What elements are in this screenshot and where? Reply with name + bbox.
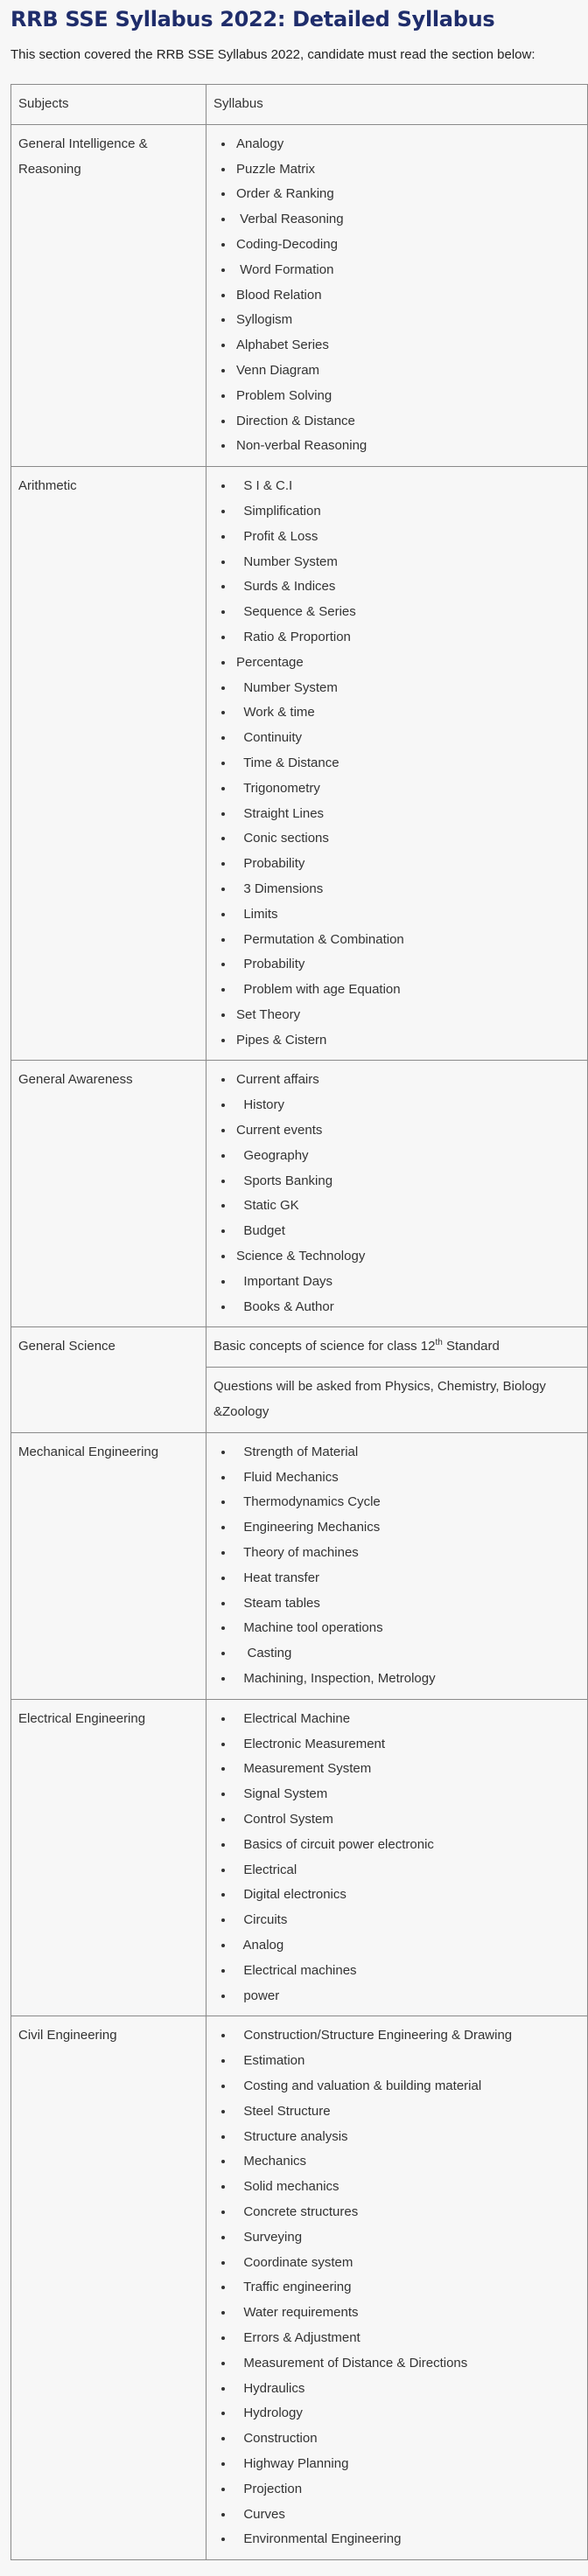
subject-cell: General Science bbox=[11, 1327, 206, 1432]
topic-list bbox=[214, 1068, 580, 1319]
science-basic-sup: th bbox=[435, 1338, 443, 1348]
topic-item: • Digital electronics bbox=[234, 1883, 580, 1908]
topic-item: • Measurement System bbox=[234, 1757, 580, 1782]
subject-cell: Mechanical Engineering bbox=[11, 1432, 206, 1699]
topic-item: • Heat transfer bbox=[234, 1566, 580, 1591]
topic-item: • Costing and valuation & building material bbox=[234, 2074, 580, 2099]
topic-item: • Sports Banking bbox=[234, 1169, 580, 1194]
topic-item: • Coding-Decoding bbox=[234, 233, 580, 258]
topic-item: • Hydrology bbox=[234, 2401, 580, 2426]
topic-item: • Steel Structure bbox=[234, 2099, 580, 2125]
table-row bbox=[11, 1699, 588, 2016]
topic-item: • Order & Ranking bbox=[234, 182, 580, 207]
table-header-row bbox=[11, 85, 588, 125]
topic-item: • Work & time bbox=[234, 700, 580, 726]
topic-item: • Strength of Material bbox=[234, 1440, 580, 1466]
topic-item: • Construction bbox=[234, 2426, 580, 2452]
topic-item: • Theory of machines bbox=[234, 1541, 580, 1566]
topic-item: • Number System bbox=[234, 676, 580, 701]
topic-item: • Profit & Loss bbox=[234, 525, 580, 550]
topic-item: • Static GK bbox=[234, 1194, 580, 1219]
topic-item: • Casting bbox=[234, 1641, 580, 1667]
topic-item: • Blood Relation bbox=[234, 283, 580, 309]
topic-item: • Curves bbox=[234, 2503, 580, 2528]
topic-item: • Geography bbox=[234, 1144, 580, 1169]
topic-item: • Thermodynamics Cycle bbox=[234, 1490, 580, 1515]
topic-item: • Science & Technology bbox=[234, 1244, 580, 1270]
topic-item: • Non-verbal Reasoning bbox=[234, 434, 580, 459]
topic-item: • Control System bbox=[234, 1807, 580, 1833]
topic-item: • Problem Solving bbox=[234, 384, 580, 409]
syllabus-text-cell bbox=[206, 1327, 588, 1368]
topic-item: • Ratio & Proportion bbox=[234, 625, 580, 651]
topic-list bbox=[214, 1440, 580, 1692]
topic-item: • Basics of circuit power electronic bbox=[234, 1833, 580, 1858]
topic-item: • Circuits bbox=[234, 1908, 580, 1933]
topic-item: • Syllogism bbox=[234, 308, 580, 333]
topic-item: • Venn Diagram bbox=[234, 359, 580, 384]
topic-item: • Conic sections bbox=[234, 826, 580, 852]
topic-item: • Current events bbox=[234, 1118, 580, 1144]
topic-item: • Surds & Indices bbox=[234, 574, 580, 600]
topic-item: • Problem with age Equation bbox=[234, 978, 580, 1003]
science-basic-text: Basic concepts of science for class 12 bbox=[214, 1339, 436, 1354]
topic-item: • Important Days bbox=[234, 1270, 580, 1295]
subject-cell: Arithmetic bbox=[11, 467, 206, 1061]
topic-item: • Probability bbox=[234, 852, 580, 877]
subject-cell: Civil Engineering bbox=[11, 2016, 206, 2560]
topic-item: • Fluid Mechanics bbox=[234, 1466, 580, 1491]
topic-item: • Permutation & Combination bbox=[234, 928, 580, 953]
syllabus-cell bbox=[206, 1061, 588, 1327]
topic-item: • Trigonometry bbox=[234, 776, 580, 802]
topic-item: • Puzzle Matrix bbox=[234, 157, 580, 183]
syllabus-cell bbox=[206, 1432, 588, 1699]
topic-item: • Signal System bbox=[234, 1782, 580, 1807]
topic-item: • Machine tool operations bbox=[234, 1616, 580, 1641]
syllabus-text-cell: Questions will be asked from Physics, Chemistry, Biology &Zoology bbox=[206, 1368, 588, 1433]
topic-list bbox=[214, 132, 580, 459]
table-row bbox=[11, 124, 588, 466]
topic-item: • Continuity bbox=[234, 726, 580, 751]
table-row bbox=[11, 1061, 588, 1327]
topic-item: • Books & Author bbox=[234, 1295, 580, 1320]
topic-item: • Current affairs bbox=[234, 1068, 580, 1093]
topic-item: • Water requirements bbox=[234, 2301, 580, 2326]
topic-list bbox=[214, 2023, 580, 2552]
topic-item: • power bbox=[234, 1984, 580, 2009]
topic-item: • History bbox=[234, 1093, 580, 1118]
topic-item: • Projection bbox=[234, 2477, 580, 2503]
subject-cell: General Intelligence & Reasoning bbox=[11, 124, 206, 466]
syllabus-table bbox=[10, 84, 588, 2560]
topic-item: • Budget bbox=[234, 1219, 580, 1244]
topic-item: • Alphabet Series bbox=[234, 333, 580, 359]
topic-item: • 3 Dimensions bbox=[234, 877, 580, 902]
header-subjects: Subjects bbox=[11, 85, 206, 125]
header-syllabus: Syllabus bbox=[206, 85, 588, 125]
topic-item: • Mechanics bbox=[234, 2149, 580, 2175]
topic-item: • Limits bbox=[234, 902, 580, 928]
syllabus-cell bbox=[206, 467, 588, 1061]
topic-item: • Measurement of Distance & Directions bbox=[234, 2351, 580, 2377]
topic-item: • Structure analysis bbox=[234, 2125, 580, 2150]
topic-item: • Analog bbox=[234, 1933, 580, 1959]
topic-item: • Electrical bbox=[234, 1858, 580, 1883]
topic-item: • Straight Lines bbox=[234, 802, 580, 827]
topic-item: • Environmental Engineering bbox=[234, 2527, 580, 2552]
table-row bbox=[11, 2016, 588, 2560]
topic-item: • Probability bbox=[234, 952, 580, 978]
topic-item: • Simplification bbox=[234, 499, 580, 525]
topic-item: • Errors & Adjustment bbox=[234, 2326, 580, 2351]
topic-item: • Pipes & Cistern bbox=[234, 1028, 580, 1054]
topic-item: • Engineering Mechanics bbox=[234, 1515, 580, 1541]
topic-item: • Percentage bbox=[234, 651, 580, 676]
topic-item: • Analogy bbox=[234, 132, 580, 157]
topic-item: • Solid mechanics bbox=[234, 2175, 580, 2200]
table-row bbox=[11, 1327, 588, 1368]
science-basic-end: Standard bbox=[442, 1339, 500, 1354]
topic-list bbox=[214, 474, 580, 1053]
topic-item: • Surveying bbox=[234, 2225, 580, 2251]
topic-item: • Electronic Measurement bbox=[234, 1732, 580, 1758]
topic-item: • Traffic engineering bbox=[234, 2275, 580, 2301]
subject-cell: Electrical Engineering bbox=[11, 1699, 206, 2016]
topic-item: • Electrical machines bbox=[234, 1959, 580, 1984]
page-title: RRB SSE Syllabus 2022: Detailed Syllabus bbox=[10, 7, 495, 31]
topic-item: • Verbal Reasoning bbox=[234, 207, 580, 233]
topic-list bbox=[214, 1707, 580, 2009]
table-row bbox=[11, 467, 588, 1061]
topic-item: • S I & C.I bbox=[234, 474, 580, 499]
topic-item: • Estimation bbox=[234, 2049, 580, 2074]
topic-item: • Construction/Structure Engineering & Drawing bbox=[234, 2023, 580, 2049]
topic-item: • Machining, Inspection, Metrology bbox=[234, 1667, 580, 1692]
topic-item: • Concrete structures bbox=[234, 2200, 580, 2225]
topic-item: • Time & Distance bbox=[234, 751, 580, 776]
topic-item: • Sequence & Series bbox=[234, 600, 580, 625]
syllabus-cell bbox=[206, 2016, 588, 2560]
topic-item: • Direction & Distance bbox=[234, 409, 580, 435]
intro-text: This section covered the RRB SSE Syllabus 2022, candidate must read the section below: bbox=[10, 47, 536, 62]
topic-item: • Hydraulics bbox=[234, 2377, 580, 2402]
topic-item: • Coordinate system bbox=[234, 2251, 580, 2276]
topic-item: • Number System bbox=[234, 550, 580, 575]
subject-cell: General Awareness bbox=[11, 1061, 206, 1327]
table-row bbox=[11, 1432, 588, 1699]
topic-item: • Steam tables bbox=[234, 1591, 580, 1617]
topic-item: • Highway Planning bbox=[234, 2452, 580, 2477]
topic-item: • Electrical Machine bbox=[234, 1707, 580, 1732]
topic-item: • Set Theory bbox=[234, 1003, 580, 1028]
syllabus-cell bbox=[206, 1699, 588, 2016]
topic-item: • Word Formation bbox=[234, 258, 580, 283]
syllabus-cell bbox=[206, 124, 588, 466]
